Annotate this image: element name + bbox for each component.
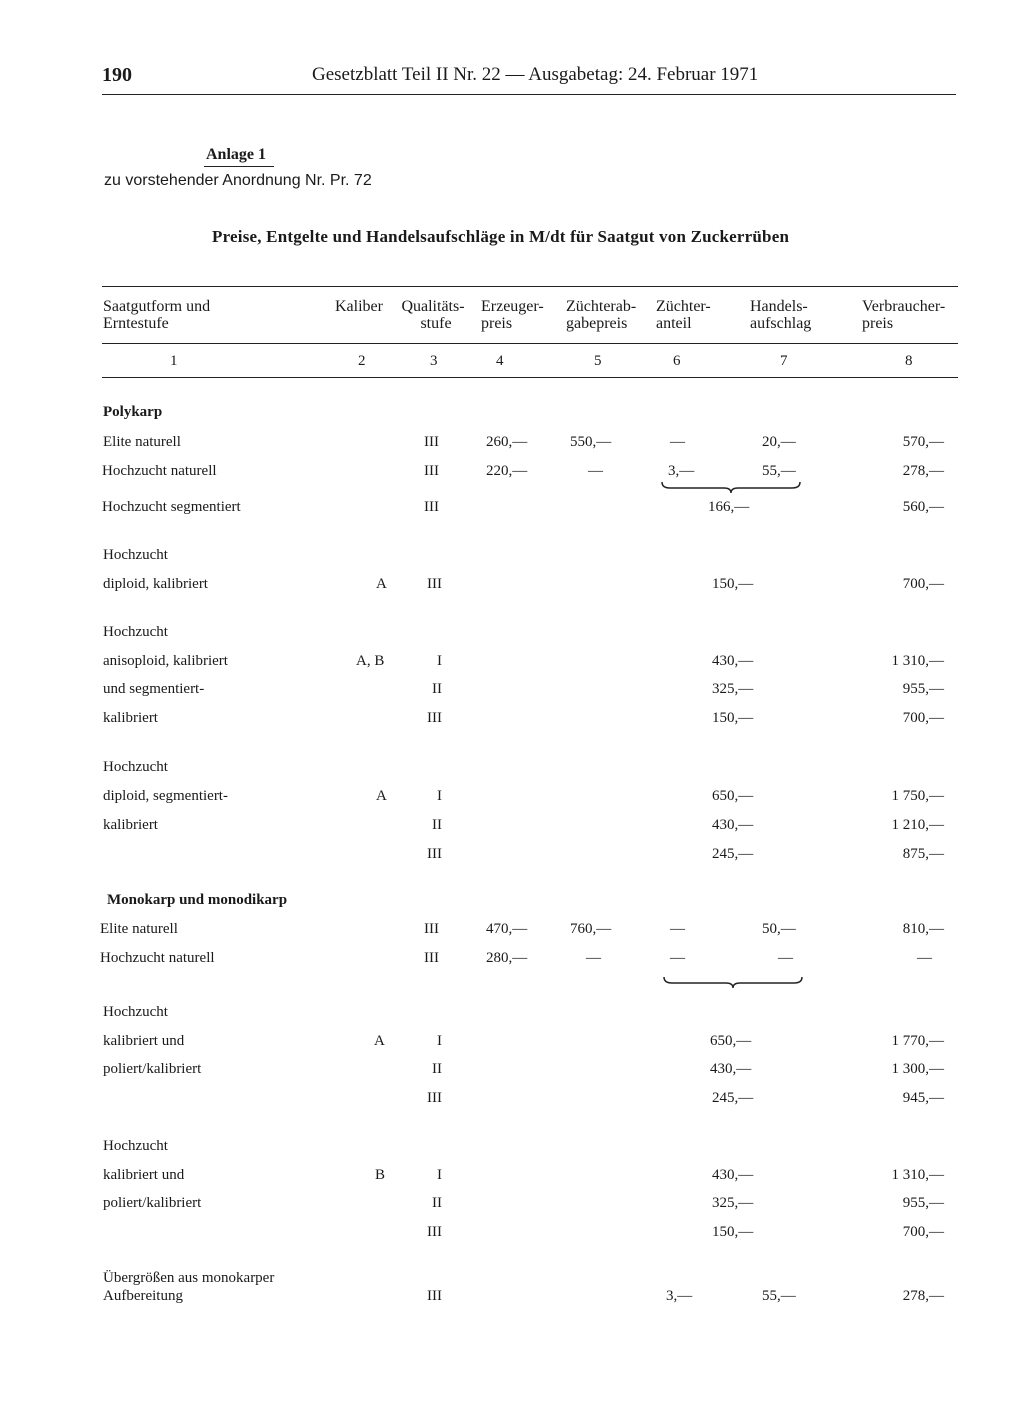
merged-share-markup-cell: 150,— (712, 1224, 754, 1240)
caliber-cell: B (375, 1167, 386, 1183)
consumer-price-cell: 278,— (902, 463, 944, 479)
breeder-price-cell: — (588, 463, 603, 479)
trade-markup-cell: 55,— (762, 463, 796, 479)
consumer-price-cell: 700,— (902, 710, 944, 726)
quality-cell: III (427, 1090, 442, 1106)
table-row-label: Hochzucht (103, 1004, 168, 1020)
table-row-label: Hochzucht naturell (100, 950, 215, 966)
consumer-price-cell: 570,— (902, 434, 944, 450)
section-polykarp: Polykarp (103, 404, 163, 420)
table-row-label: Elite naturell (103, 434, 181, 450)
col-header-7: Handels- aufschlag (750, 298, 812, 332)
col-header-5: Züchterab- gabepreis (566, 298, 637, 332)
breeder-share-cell: — (670, 921, 685, 937)
merged-share-markup-cell: 430,— (710, 1061, 752, 1077)
table-row-label: Hochzucht segmentiert (102, 499, 241, 515)
trade-markup-cell: — (778, 950, 793, 966)
consumer-price-cell: 278,— (902, 1288, 944, 1304)
consumer-price-cell: 560,— (902, 499, 944, 515)
merge-brace (660, 480, 802, 494)
breeder-price-cell: 760,— (570, 921, 612, 937)
quality-cell: II (432, 681, 442, 697)
merged-share-markup-cell: 650,— (712, 788, 754, 804)
consumer-price-cell: 1 310,— (891, 653, 944, 669)
breeder-price-cell: — (586, 950, 601, 966)
publication-header: Gesetzblatt Teil II Nr. 22 — Ausgabetag: 24. Februar 1971 (312, 64, 759, 85)
merged-share-markup-cell: 430,— (712, 817, 754, 833)
page-number: 190 (102, 64, 132, 86)
table-row-label: anisoploid, kalibriert (103, 653, 228, 669)
quality-cell: III (424, 463, 439, 479)
table-row-label: kalibriert (103, 710, 158, 726)
quality-cell: III (424, 950, 439, 966)
header-rule (102, 94, 956, 95)
breeder-price-cell: 550,— (570, 434, 612, 450)
quality-cell: I (437, 653, 442, 669)
merged-share-markup-cell: 430,— (712, 1167, 754, 1183)
caliber-cell: A (376, 788, 387, 804)
table-row-label: kalibriert und (103, 1033, 185, 1049)
table-row-label: Elite naturell (100, 921, 178, 937)
consumer-price-cell: 955,— (902, 1195, 944, 1211)
caliber-cell: A (374, 1033, 385, 1049)
quality-cell: III (424, 921, 439, 937)
quality-cell: I (437, 1033, 442, 1049)
table-row-label: diploid, kalibriert (103, 576, 208, 592)
merged-share-markup-cell: 650,— (710, 1033, 752, 1049)
quality-cell: I (437, 1167, 442, 1183)
table-row-label: kalibriert (103, 817, 158, 833)
consumer-price-cell: 1 750,— (891, 788, 944, 804)
consumer-price-cell: 955,— (902, 681, 944, 697)
col-header-2: Kaliber (335, 298, 383, 315)
table-row-label: und segmentiert- (103, 681, 205, 697)
col-number-6: 6 (673, 353, 681, 369)
quality-cell: III (427, 846, 442, 862)
producer-price-cell: 260,— (486, 434, 528, 450)
table-header-rule (102, 343, 958, 344)
merge-brace (662, 975, 804, 989)
merged-share-markup-cell: 150,— (712, 576, 754, 592)
table-row-label: Hochzucht (103, 759, 168, 775)
trade-markup-cell: 50,— (762, 921, 796, 937)
table-title: Preise, Entgelte und Handelsaufschläge in M/dt für Saatgut von Zuckerrüben (212, 227, 790, 246)
col-header-6: Züchter- anteil (656, 298, 711, 332)
col-number-8: 8 (905, 353, 913, 369)
quality-cell: III (427, 710, 442, 726)
quality-cell: III (427, 1288, 442, 1304)
col-number-7: 7 (780, 353, 788, 369)
trade-markup-cell: 55,— (762, 1288, 796, 1304)
annex-subtitle: zu vorstehender Anordnung Nr. Pr. 72 (104, 172, 372, 189)
producer-price-cell: 280,— (486, 950, 528, 966)
consumer-price-cell: 875,— (902, 846, 944, 862)
quality-cell: II (432, 817, 442, 833)
col-header-1: Saatgutform und Erntestufe (103, 298, 211, 332)
merged-share-markup-cell: 325,— (712, 681, 754, 697)
consumer-price-cell: 1 310,— (891, 1167, 944, 1183)
merged-share-markup-cell: 166,— (708, 499, 750, 515)
section-monokarp: Monokarp und monodikarp (107, 892, 288, 908)
column-number-rule (102, 377, 958, 378)
annex-title-underline (204, 166, 274, 167)
col-number-3: 3 (430, 353, 438, 369)
table-row-label: Aufbereitung (103, 1288, 183, 1304)
breeder-share-cell: — (670, 434, 685, 450)
breeder-share-cell: — (670, 950, 685, 966)
table-row-label: Hochzucht naturell (102, 463, 217, 479)
col-number-2: 2 (358, 353, 366, 369)
consumer-price-cell: 810,— (902, 921, 944, 937)
col-header-8: Verbraucher- preis (862, 298, 946, 332)
breeder-share-cell: 3,— (666, 1288, 693, 1304)
merged-share-markup-cell: 430,— (712, 653, 754, 669)
caliber-cell: A, B (356, 653, 385, 669)
consumer-price-cell: 700,— (902, 576, 944, 592)
merged-share-markup-cell: 245,— (712, 1090, 754, 1106)
table-row-label: kalibriert und (103, 1167, 185, 1183)
merged-share-markup-cell: 150,— (712, 710, 754, 726)
table-top-rule (102, 286, 958, 287)
quality-cell: III (424, 499, 439, 515)
quality-cell: II (432, 1195, 442, 1211)
consumer-price-cell: 1 210,— (891, 817, 944, 833)
table-row-label: poliert/kalibriert (103, 1195, 202, 1211)
col-number-4: 4 (496, 353, 504, 369)
table-row-label: Hochzucht (103, 547, 168, 563)
merged-share-markup-cell: 245,— (712, 846, 754, 862)
quality-cell: I (437, 788, 442, 804)
consumer-price-cell: — (917, 950, 932, 966)
quality-cell: III (427, 576, 442, 592)
quality-cell: II (432, 1061, 442, 1077)
trade-markup-cell: 20,— (762, 434, 796, 450)
merged-share-markup-cell: 325,— (712, 1195, 754, 1211)
consumer-price-cell: 1 770,— (891, 1033, 944, 1049)
consumer-price-cell: 945,— (902, 1090, 944, 1106)
producer-price-cell: 220,— (486, 463, 528, 479)
breeder-share-cell: 3,— (668, 463, 695, 479)
caliber-cell: A (376, 576, 387, 592)
quality-cell: III (427, 1224, 442, 1240)
col-number-5: 5 (594, 353, 602, 369)
quality-cell: III (424, 434, 439, 450)
consumer-price-cell: 1 300,— (891, 1061, 944, 1077)
annex-title: Anlage 1 (206, 146, 266, 163)
table-row-label: Hochzucht (103, 624, 168, 640)
table-row-label: Übergrößen aus monokarper (103, 1270, 275, 1286)
col-header-4: Erzeuger- preis (481, 298, 544, 332)
producer-price-cell: 470,— (486, 921, 528, 937)
col-header-3: Qualitäts- stufe (401, 298, 465, 332)
table-row-label: diploid, segmentiert- (103, 788, 228, 804)
table-row-label: poliert/kalibriert (103, 1061, 202, 1077)
col-number-1: 1 (170, 353, 178, 369)
table-row-label: Hochzucht (103, 1138, 168, 1154)
consumer-price-cell: 700,— (902, 1224, 944, 1240)
